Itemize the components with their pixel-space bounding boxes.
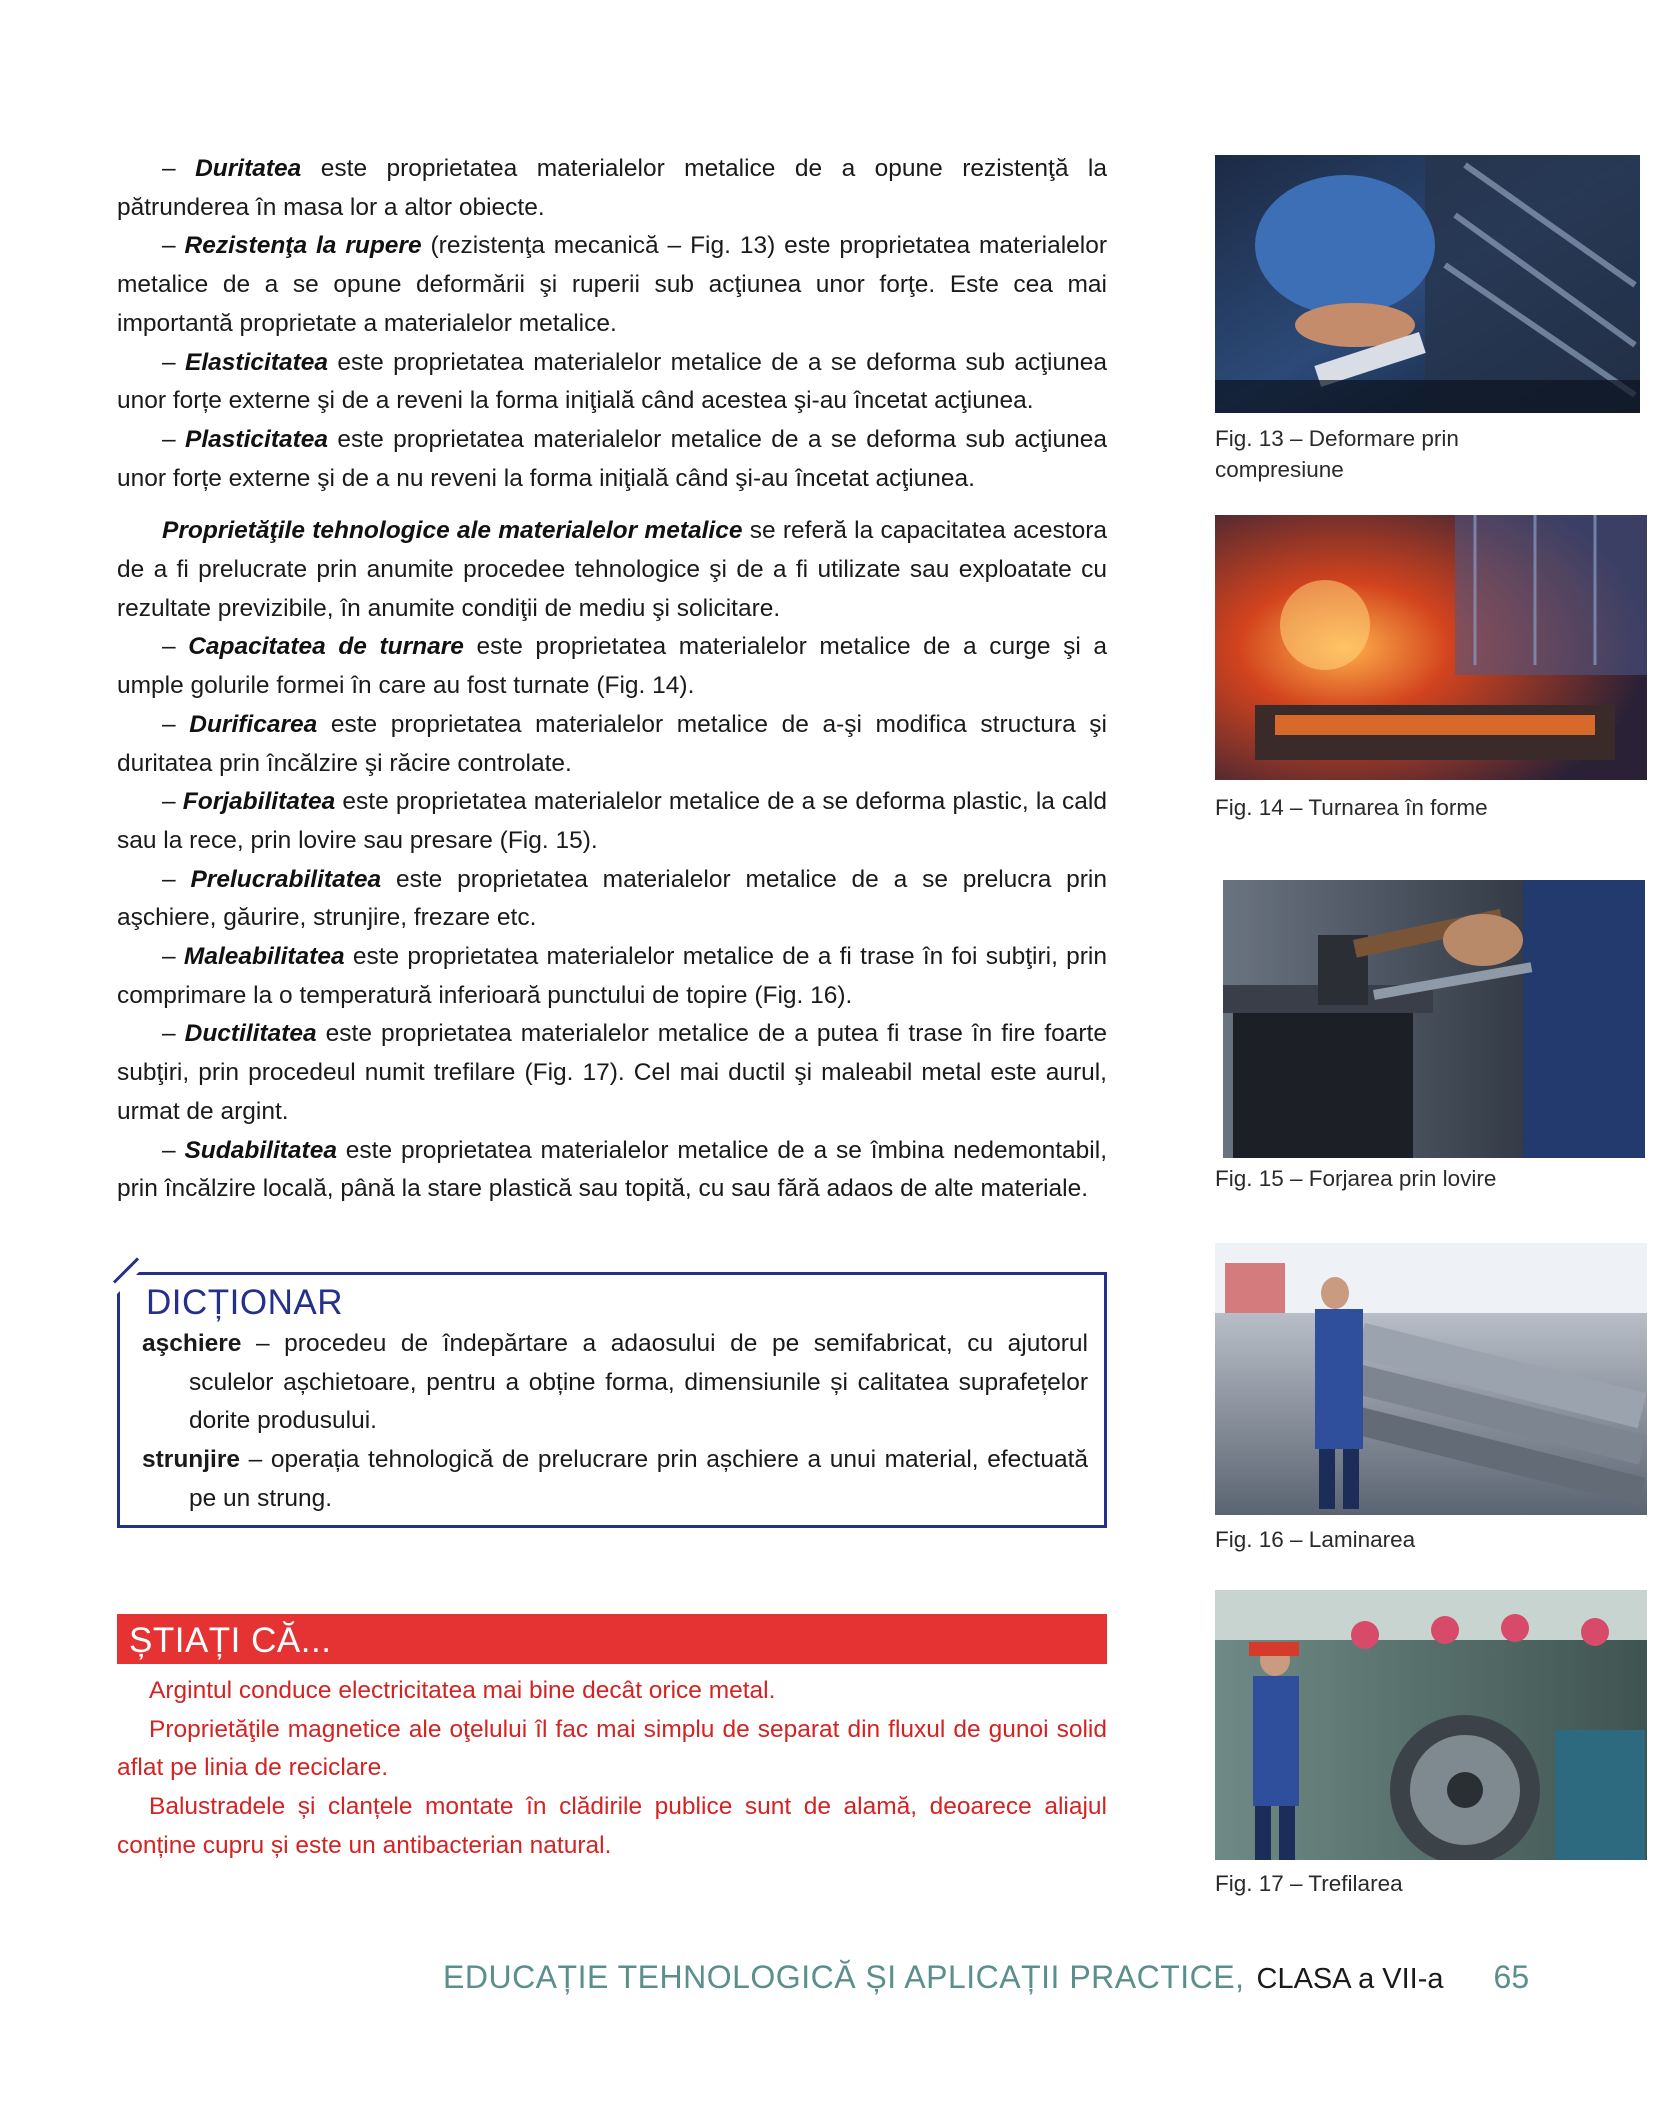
figure-14-caption: Fig. 14 – Turnarea în forme — [1215, 795, 1488, 820]
paragraph-rezistenta: – Rezistenţa la rupere (rezistenţa mecanică – Fig. 13) este proprietatea materialelor metalice de a se opune deformării şi ruperii sub acţiunea unor forţe. Este cea mai importantă proprietate a materialelor metalice. — [117, 232, 1108, 337]
term: Forjabilitatea — [182, 788, 336, 816]
footer-grade: CLASA a VII-a — [1256, 1963, 1444, 1995]
paragraph-prelucrabilitatea: – Prelucrabilitatea este proprietatea materialelor metalice de a se prelucra prin aşchiere, găurire, strunjire, frezare etc. — [117, 865, 1107, 932]
term: Proprietăţile tehnologice ale materialelor metalice — [162, 517, 743, 545]
term: Sudabilitatea — [184, 1136, 337, 1164]
photo-wire-drawing — [1215, 1590, 1647, 1860]
did-you-know-body — [117, 1672, 1107, 1866]
dictionary-box — [117, 1272, 1107, 1528]
fact-item: Proprietăţile magnetice ale oţelului îl fac mai simplu de separat din fluxul de gunoi solid aflat pe linia de reciclare. — [117, 1715, 1107, 1782]
paragraph-ductilitatea: – Ductilitatea este proprietatea materialelor metalice de a putea fi trase în fire foarte subţiri, prin procedeul numit trefilare (Fig. 17). Cel mai ductil şi maleabil metal este aurul, urmat de argint. — [117, 1020, 1107, 1125]
photo-rolling-mill — [1215, 1243, 1647, 1515]
paragraph-elasticitatea: – Elasticitatea este proprietatea materialelor metalice de a se deforma sub acţiunea unor forțe externe şi de a reveni la forma iniţială când acestea şi-au încetat acţiunea. — [117, 348, 1107, 415]
dictionary-entry: aşchiere – procedeu de îndepărtare a adaosului de pe semifabricat, cu ajutorul sculelor așchietoare, pentru a obține forma, dimensiunile și calitatea suprafețelor dorite produsului. — [142, 1330, 1088, 1435]
dictionary-body — [142, 1325, 1088, 1519]
footer-subject: EDUCAȚIE TEHNOLOGICĂ ȘI APLICAȚII PRACTICE, — [443, 1959, 1245, 1995]
term: Rezistenţa la rupere — [184, 232, 422, 260]
term: Capacitatea de turnare — [188, 633, 464, 661]
page-number: 65 — [1493, 1959, 1530, 1995]
dictionary-entry: strunjire – operația tehnologică de prelucrare prin așchiere a unui material, efectuată pe un strung. — [142, 1446, 1088, 1512]
term: Plasticitatea — [185, 425, 329, 453]
fact-item: Argintul conduce electricitatea mai bine decât orice metal. — [149, 1677, 776, 1704]
paragraph-sudabilitatea: – Sudabilitatea este proprietatea materialelor metalice de a se îmbina nedemontabil, prin încălzire locală, până la stare plastică sau topită, cu sau fără adaos de alte materiale. — [117, 1136, 1107, 1203]
page-footer — [443, 1957, 1529, 1999]
dictionary-term: strunjire — [142, 1446, 241, 1474]
main-text — [117, 150, 1107, 1209]
photo-forging-hammer — [1223, 880, 1645, 1158]
figure-17-caption: Fig. 17 – Trefilarea — [1215, 1871, 1403, 1896]
did-you-know-title: ȘTIAȚI CĂ... — [129, 1621, 332, 1660]
paragraph-turnare: – Capacitatea de turnare este proprietatea materialelor metalice de a curge şi a umple golurile formei în care au fost turnate (Fig. 14). — [117, 633, 1107, 700]
figure-13-caption: Fig. 13 – Deformare prin compresiune — [1215, 426, 1459, 482]
paragraph-duritatea: – Duritatea este proprietatea materialelor metalice de a opune rezistenţă la pătrunderea în masa lor a altor obiecte. — [117, 155, 1107, 221]
paragraph-maleabilitatea: – Maleabilitatea este proprietatea materialelor metalice de a fi trase în foi subţiri, prin comprimare la o temperatură inferioară punctului de topire (Fig. 16). — [117, 943, 1107, 1009]
paragraph-plasticitatea: – Plasticitatea este proprietatea materialelor metalice de a se deforma sub acţiunea unor forțe externe şi de a nu reveni la forma iniţială când şi-au încetat acţiunea. — [117, 425, 1107, 492]
term: Duritatea — [195, 155, 302, 182]
dictionary-title: DICȚIONAR — [146, 1283, 343, 1322]
term: Elasticitatea — [185, 348, 329, 376]
term: Ductilitatea — [184, 1020, 317, 1048]
fact-item: Balustradele și clanțele montate în clădirile publice sunt de alamă, deoarece aliajul conține cupru și este un antibacterian natural. — [117, 1793, 1107, 1859]
paragraph-durificarea: – Durificarea este proprietatea materialelor metalice de a-şi modifica structura şi duritatea prin încălzire şi răcire controlate. — [117, 710, 1107, 777]
paragraph-forjabilitatea: – Forjabilitatea este proprietatea materialelor metalice de a se deforma plastic, la cald sau la rece, prin lovire sau presare (Fig. 15). — [117, 788, 1108, 854]
paragraph-proprietati-tehnologice: Proprietăţile tehnologice ale materialelor metalice se referă la capacitatea acestora de a fi prelucrate prin anumite procedee tehnologice şi de a fi utilizate sau exploatate cu rezultate previzibile, în anumite condiţii de mediu şi solicitare. — [117, 517, 1107, 622]
did-you-know-header — [117, 1614, 1107, 1664]
dictionary-term: aşchiere — [142, 1330, 242, 1357]
photo-compression-press — [1215, 155, 1640, 413]
figure-16-caption: Fig. 16 – Laminarea — [1215, 1527, 1416, 1552]
term: Durificarea — [189, 710, 318, 738]
term: Prelucrabilitatea — [190, 865, 382, 893]
photo-casting-molten-metal — [1215, 515, 1647, 780]
figure-15-caption: Fig. 15 – Forjarea prin lovire — [1215, 1166, 1497, 1191]
term: Maleabilitatea — [183, 943, 345, 971]
